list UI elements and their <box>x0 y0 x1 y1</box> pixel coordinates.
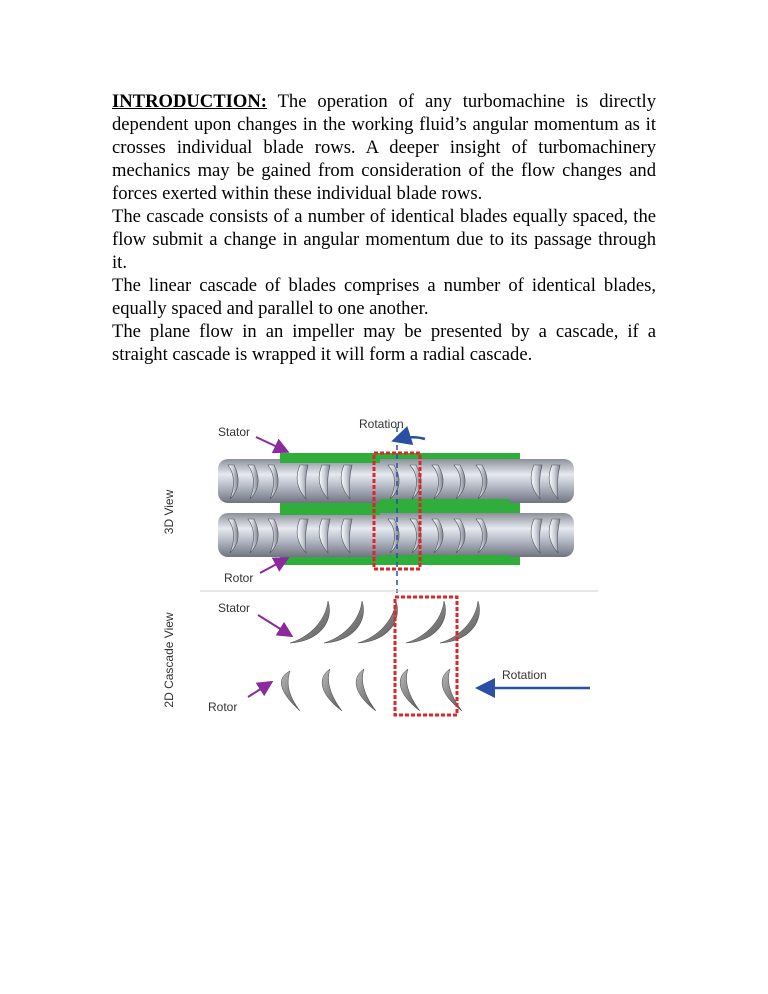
paragraph-1 <box>112 90 656 205</box>
rotor-label-bottom: Rotor <box>208 700 238 714</box>
stator-arrow-top <box>256 437 286 451</box>
stator-label-top: Stator <box>218 425 251 439</box>
introduction-text <box>112 90 656 366</box>
view-3d-label: 3D View <box>162 489 176 535</box>
rotor-blades-2d <box>281 669 462 711</box>
rotation-label-top: Rotation <box>359 417 404 431</box>
rotor-arrow-bottom <box>248 683 270 697</box>
cascade-diagram <box>150 405 610 730</box>
cascade-figure <box>150 405 610 730</box>
rotor-arrow-top <box>260 559 286 573</box>
rotor-label-top: Rotor <box>224 571 254 585</box>
rotation-arrow-top <box>396 437 425 440</box>
stator-arrow-bottom <box>258 615 290 635</box>
paragraph-4: The plane flow in an impeller may be presented by a cascade, if a straight cascade is wrapped it will form a radial cascade. <box>112 321 656 365</box>
introduction-heading: INTRODUCTION: <box>112 91 267 112</box>
rotation-label-bottom: Rotation <box>502 668 547 682</box>
stator-blades-2d <box>290 601 479 643</box>
stator-label-bottom: Stator <box>218 601 251 615</box>
view-2d-label: 2D Cascade View <box>162 612 176 708</box>
paragraph-2: The cascade consists of a number of identical blades equally spaced, the flow submit a change in angular momentum due to its passage through it. <box>112 206 656 273</box>
paragraph-1-text: The operation of any turbomachine is directly dependent upon changes in the working fluid’s angular momentum as it crosses individual blade rows. A deeper insight of turbomachinery mechanics may be gained from consideration of the flow changes and forces exerted within these individual blade rows. <box>112 91 656 204</box>
paragraph-3: The linear cascade of blades comprises a number of identical blades, equally spaced and parallel to one another. <box>112 275 656 319</box>
